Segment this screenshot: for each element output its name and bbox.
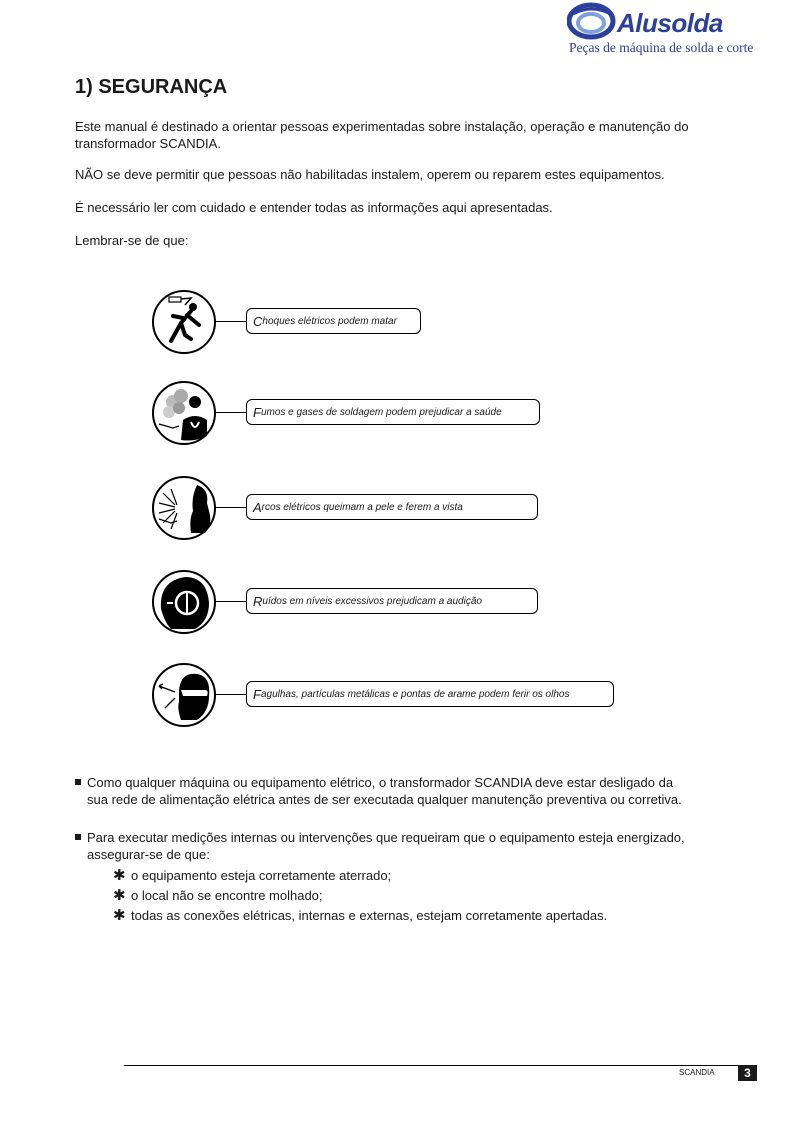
footer-divider (124, 1065, 754, 1066)
bullet-energized: Para executar medições internas ou intervenções que requeiram que o equipamento esteja energizado, assegurar-se de que: (75, 829, 735, 863)
electric-shock-icon (151, 289, 217, 355)
connector-line (214, 601, 247, 602)
warning-label: R uídos em níveis excessivos prejudicam a audição (246, 588, 538, 614)
remember-paragraph: Lembrar-se de que: (75, 233, 189, 248)
intro-paragraph: Este manual é destinado a orientar pessoas experimentadas sobre instalação, operação e manutenção do transformador SCANDIA. (75, 119, 689, 151)
asterisk-icon: ✱ (113, 867, 126, 884)
asterisk-icon: ✱ (113, 887, 126, 904)
logo-name: Alusolda (617, 8, 723, 38)
checklist-item: ✱ o equipamento esteja corretamente aterrado; (113, 867, 392, 884)
bullet-square-icon (75, 779, 81, 785)
warning-paragraph: NÃO se deve permitir que pessoas não habilitadas instalem, operem ou reparem estes equipamentos. (75, 167, 665, 182)
page-number: 3 (738, 1065, 757, 1081)
checklist-item: ✱ o local não se encontre molhado; (113, 887, 323, 904)
connector-line (214, 321, 247, 322)
section-title: 1) SEGURANÇA (75, 76, 228, 98)
noise-hearing-icon (151, 569, 217, 635)
warning-item (151, 662, 570, 733)
connector-line (214, 412, 247, 413)
warning-label: A rcos elétricos queimam a pele e ferem a vista (246, 494, 538, 520)
asterisk-icon: ✱ (113, 907, 126, 924)
connector-line (214, 507, 247, 508)
footer-label: SCANDIA (679, 1068, 715, 1077)
connector-line (214, 694, 247, 695)
read-carefully-paragraph: É necessário ler com cuidado e entender todas as informações aqui apresentadas. (75, 200, 553, 215)
bullet-square-icon (75, 834, 81, 840)
warning-item (151, 289, 397, 360)
warning-item (151, 569, 482, 640)
fumes-gases-icon (151, 380, 217, 446)
swirl-logo-icon (567, 2, 619, 40)
warning-item (151, 380, 502, 451)
warning-label: F agulhas, partículas metálicas e pontas de arame podem ferir os olhos (246, 681, 614, 707)
arc-rays-icon (151, 475, 217, 541)
checklist-item: ✱ todas as conexões elétricas, internas e externas, estejam corretamente apertadas. (113, 907, 608, 924)
flying-particles-eye-icon (151, 662, 217, 728)
warning-item (151, 475, 463, 546)
warning-label: C hoques elétricos podem matar (246, 308, 421, 334)
bullet-disconnect: Como qualquer máquina ou equipamento elétrico, o transformador SCANDIA deve estar desligado da sua rede de alimentação elétrica antes de ser executada qualquer manutenção preventiva ou corretiva. (75, 774, 735, 808)
company-logo (565, 2, 754, 60)
logo-tagline: Peças de máquina de solda e corte (569, 40, 754, 55)
warning-label: F umos e gases de soldagem podem prejudicar a saúde (246, 399, 540, 425)
